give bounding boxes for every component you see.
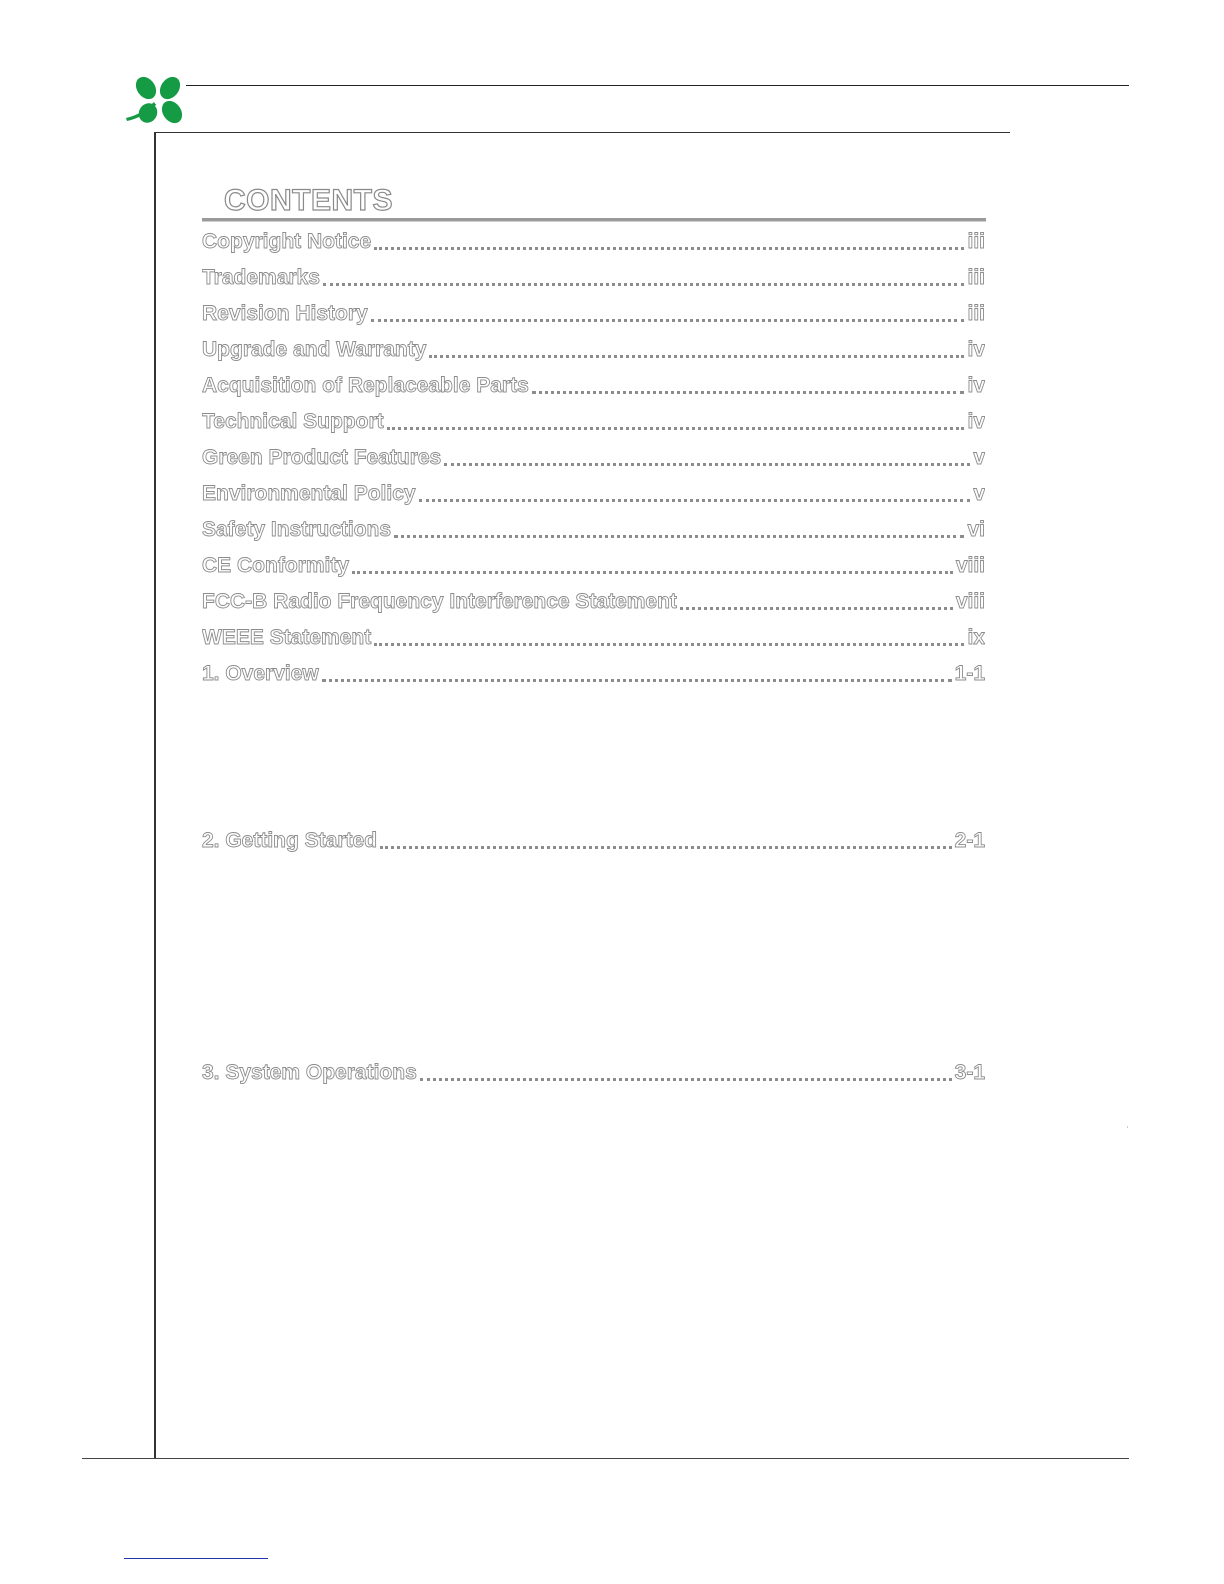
toc-entry-environmental-policy[interactable] xyxy=(202,478,985,508)
header-rule xyxy=(154,132,1010,133)
toc-entry-fcc-b-statement[interactable] xyxy=(202,586,985,616)
toc-dot-leader xyxy=(419,499,971,502)
toc-entry-system-operations[interactable] xyxy=(202,1057,985,1087)
clover-logo-icon xyxy=(124,74,190,130)
toc-page-number: 2-1 xyxy=(954,829,985,852)
toc-entry-upgrade-and-warranty[interactable] xyxy=(202,334,985,364)
footer-link-underline[interactable] xyxy=(124,1558,268,1559)
page-title: CONTENTS xyxy=(224,184,393,217)
toc-dot-leader xyxy=(380,846,952,849)
toc-dot-leader xyxy=(352,571,953,574)
toc-entry-ce-conformity[interactable] xyxy=(202,550,985,580)
toc-entry-label: Safety Instructions xyxy=(202,518,392,541)
toc-page-number: iv xyxy=(967,374,985,397)
toc-dot-leader xyxy=(420,1078,952,1081)
toc-dot-leader xyxy=(371,319,965,322)
toc-entry-trademarks[interactable] xyxy=(202,262,985,292)
header-top-rule xyxy=(186,85,1129,86)
toc-page-number: iii xyxy=(967,302,985,325)
toc-entry-label: FCC-B Radio Frequency Interference Statement xyxy=(202,590,677,613)
toc-entry-getting-started[interactable] xyxy=(202,825,985,855)
toc-entry-overview[interactable] xyxy=(202,658,985,688)
title-underline xyxy=(202,218,986,222)
toc-entry-technical-support[interactable] xyxy=(202,406,985,436)
toc-page-number: iii xyxy=(967,266,985,289)
toc-dot-leader xyxy=(394,535,964,538)
toc-entry-copyright-notice[interactable] xyxy=(202,226,985,256)
toc-page-number: v xyxy=(973,446,985,469)
toc-entry-label: Green Product Features xyxy=(202,446,442,469)
toc-entry-label: Technical Support xyxy=(202,410,384,433)
toc-page-number: iv xyxy=(967,338,985,361)
toc-page-number: ix xyxy=(967,626,985,649)
toc-entry-label: Revision History xyxy=(202,302,368,325)
toc-entry-acquisition-of-replaceable-parts[interactable] xyxy=(202,370,985,400)
toc-entry-green-product-features[interactable] xyxy=(202,442,985,472)
toc-entry-revision-history[interactable] xyxy=(202,298,985,328)
toc-entry-label: WEEE Statement xyxy=(202,626,372,649)
toc-dot-leader xyxy=(323,283,965,286)
toc-page-number: viii xyxy=(955,554,985,577)
toc-entry-label: Upgrade and Warranty xyxy=(202,338,427,361)
page-left-margin-rule xyxy=(154,132,156,1459)
toc-dot-leader xyxy=(680,607,953,610)
toc-dot-leader xyxy=(374,643,964,646)
toc-entry-label: 2. Getting Started xyxy=(202,829,378,852)
toc-dot-leader xyxy=(374,247,964,250)
toc-dot-leader xyxy=(532,391,965,394)
toc-dot-leader xyxy=(322,679,952,682)
toc-page-number: iii xyxy=(967,230,985,253)
toc-entry-weee-statement[interactable] xyxy=(202,622,985,652)
edge-mark xyxy=(1127,1126,1128,1128)
toc-entry-label: Acquisition of Replaceable Parts xyxy=(202,374,529,397)
toc-entry-label: 3. System Operations xyxy=(202,1061,417,1084)
toc-dot-leader xyxy=(444,463,970,466)
toc-entry-label: CE Conformity xyxy=(202,554,349,577)
toc-page-number: vi xyxy=(967,518,985,541)
footer-rule xyxy=(82,1458,1129,1459)
toc-page-number: v xyxy=(973,482,985,505)
toc-entry-label: Trademarks xyxy=(202,266,320,289)
toc-page-number: iv xyxy=(967,410,985,433)
toc-entry-label: Copyright Notice xyxy=(202,230,372,253)
toc-page-number: viii xyxy=(955,590,985,613)
toc-entry-safety-instructions[interactable] xyxy=(202,514,985,544)
toc-entry-label: Environmental Policy xyxy=(202,482,416,505)
toc-page-number: 1-1 xyxy=(954,662,985,685)
toc-entry-label: 1. Overview xyxy=(202,662,319,685)
toc-dot-leader xyxy=(387,427,965,430)
toc-page-number: 3-1 xyxy=(954,1061,985,1084)
toc-dot-leader xyxy=(429,355,964,358)
